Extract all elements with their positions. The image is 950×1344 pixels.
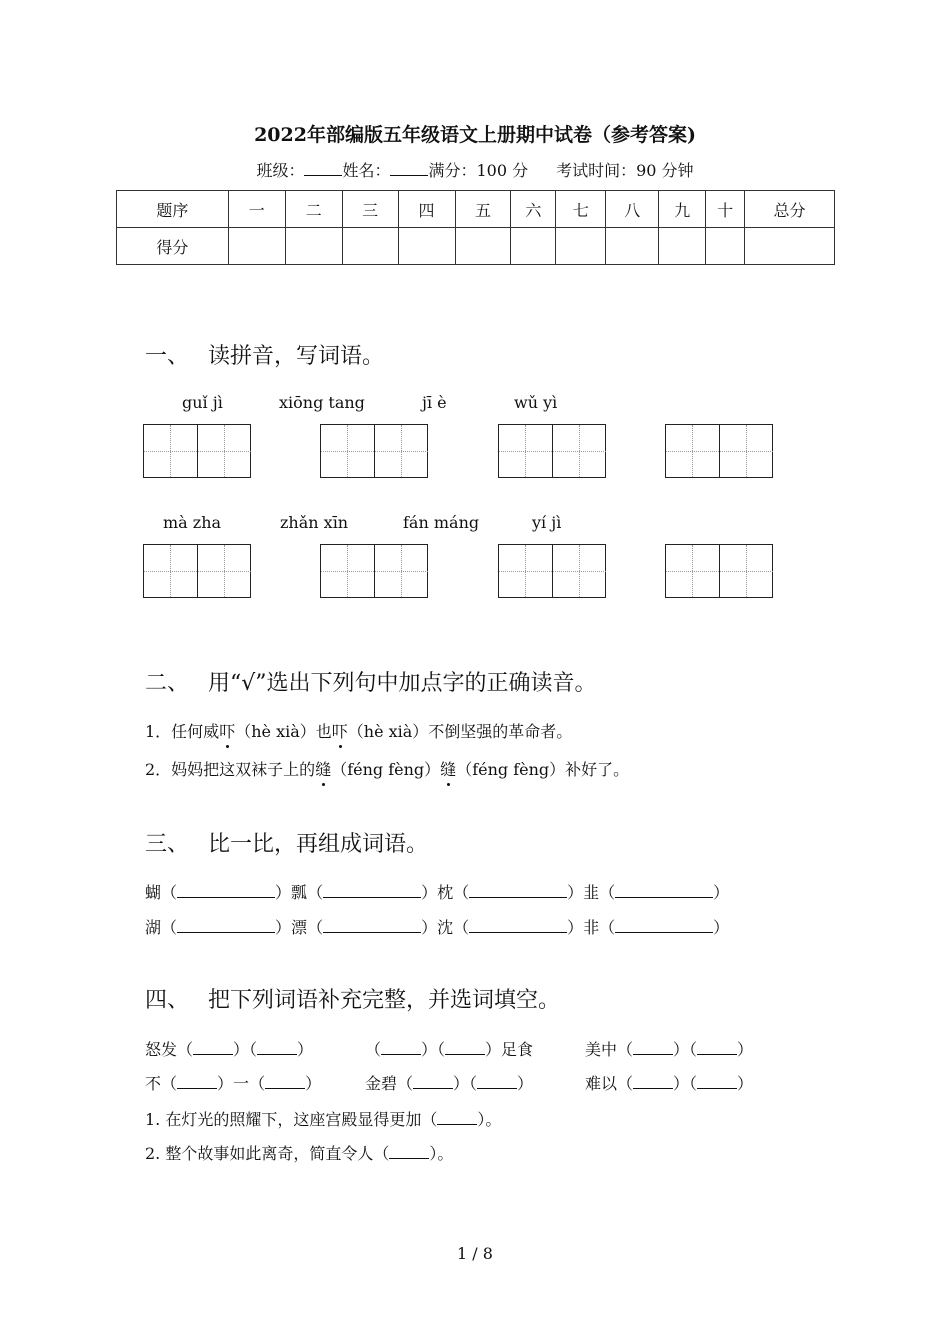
idiom-item: 美中（ ）（ ） <box>585 1040 754 1059</box>
page-number: 1 / 8 <box>457 1244 493 1263</box>
writing-box[interactable] <box>320 544 428 598</box>
header-cell: 题序 <box>117 191 229 228</box>
pinyin-options[interactable]: （féng fèng） <box>331 760 441 779</box>
compare-row: 蝴（ ）瓢（ ）枕（ ）韭（ ） <box>145 883 730 902</box>
pinyin-label: wǔ yì <box>514 393 558 412</box>
section-1-heading <box>145 339 384 370</box>
idiom-item: 金碧（ ）（ ） <box>365 1074 534 1093</box>
answer-blank[interactable] <box>469 919 567 933</box>
sentence-text: 2. 整个故事如此离奇，简直令人 <box>145 1144 374 1163</box>
writing-box[interactable] <box>143 544 251 598</box>
pinyin-label: fán máng <box>403 513 480 532</box>
header-cell: 总分 <box>745 191 835 228</box>
time-label: 考试时间：90 分钟 <box>556 161 694 180</box>
idiom-text: 足食 <box>501 1040 534 1059</box>
char: 非 <box>583 918 600 937</box>
answer-blank[interactable] <box>177 919 275 933</box>
idiom-item: 难以（ ）（ ） <box>585 1074 754 1093</box>
section-number: 三、 <box>145 832 190 857</box>
answer-blank[interactable] <box>633 1041 673 1055</box>
question-line <box>145 719 572 742</box>
idiom-item: （ ）（ ）足食 <box>365 1040 534 1059</box>
answer-blank[interactable] <box>615 919 713 933</box>
char: 蝴 <box>145 883 162 902</box>
sentence-text: 1. 在灯光的照耀下，这座宫殿显得更加 <box>145 1110 422 1129</box>
idiom-text: 一 <box>233 1074 250 1093</box>
section-number: 四、 <box>145 988 190 1013</box>
score-cell[interactable] <box>342 228 398 265</box>
answer-blank[interactable] <box>323 884 421 898</box>
writing-box[interactable] <box>498 544 606 598</box>
char: 瓢 <box>291 883 308 902</box>
score-cell[interactable] <box>706 228 745 265</box>
char: 沈 <box>437 918 454 937</box>
section-3-heading <box>145 827 428 858</box>
char: 漂 <box>291 918 308 937</box>
writing-box[interactable] <box>498 424 606 478</box>
section-number: 二、 <box>145 671 190 696</box>
score-cell[interactable] <box>606 228 659 265</box>
dotted-char: 吓 <box>332 719 348 742</box>
name-blank[interactable] <box>390 161 428 176</box>
header-cell: 四 <box>398 191 455 228</box>
header-cell: 六 <box>511 191 556 228</box>
score-cell[interactable] <box>398 228 455 265</box>
writing-box[interactable] <box>665 544 773 598</box>
pinyin-label: yí jì <box>532 513 562 532</box>
section-title: 读拼音，写词语。 <box>208 344 385 369</box>
answer-blank[interactable] <box>413 1075 453 1089</box>
answer-blank[interactable] <box>697 1075 737 1089</box>
dotted-char: 吓 <box>219 719 235 742</box>
score-table <box>116 190 835 265</box>
score-cell[interactable] <box>455 228 511 265</box>
pinyin-label: xiōng tang <box>279 393 365 412</box>
question-text: 1．任何威 <box>145 722 220 741</box>
idiom-text: 不 <box>145 1074 162 1093</box>
idiom-item: 怒发（ ）（ ） <box>145 1040 314 1059</box>
answer-blank[interactable] <box>257 1041 297 1055</box>
exam-info <box>0 158 950 181</box>
section-title: 把下列词语补充完整，并选词填空。 <box>208 988 561 1013</box>
idiom-text: 金碧 <box>365 1074 398 1093</box>
answer-blank[interactable] <box>265 1075 305 1089</box>
section-title: 用“√”选出下列句中加点字的正确读音。 <box>208 671 597 696</box>
idiom-text: 难以 <box>585 1074 618 1093</box>
answer-blank[interactable] <box>193 1041 233 1055</box>
page-title: 2022年部编版五年级语文上册期中试卷（参考答案) <box>254 124 696 146</box>
writing-box[interactable] <box>665 424 773 478</box>
header-cell: 一 <box>228 191 285 228</box>
answer-blank[interactable] <box>615 884 713 898</box>
pinyin-label: zhǎn xīn <box>280 513 349 532</box>
score-table-row <box>117 228 835 265</box>
answer-blank[interactable] <box>445 1041 485 1055</box>
fill-sentence: 1. 在灯光的照耀下，这座宫殿显得更加（ ）。 <box>145 1110 502 1129</box>
score-cell[interactable] <box>228 228 285 265</box>
name-label: 姓名： <box>342 161 391 180</box>
sentence-end: 。 <box>485 1110 502 1129</box>
header-cell: 二 <box>285 191 342 228</box>
answer-blank[interactable] <box>469 884 567 898</box>
header-cell: 十 <box>706 191 745 228</box>
answer-blank[interactable] <box>177 884 275 898</box>
answer-blank[interactable] <box>323 919 421 933</box>
header-cell: 五 <box>455 191 511 228</box>
dotted-char: 缝 <box>440 757 456 780</box>
header-cell: 七 <box>556 191 606 228</box>
pinyin-label: jī è <box>422 393 447 412</box>
class-blank[interactable] <box>304 161 342 176</box>
answer-blank[interactable] <box>389 1145 429 1159</box>
header-cell: 九 <box>659 191 706 228</box>
section-4-heading <box>145 983 560 1014</box>
compare-row: 湖（ ）漂（ ）沈（ ）非（ ） <box>145 918 730 937</box>
writing-box[interactable] <box>320 424 428 478</box>
answer-blank[interactable] <box>437 1111 477 1125</box>
score-cell[interactable] <box>511 228 556 265</box>
idiom-item: 不（ ）一（ ） <box>145 1074 322 1093</box>
pinyin-options[interactable]: （hè xià）也 <box>235 722 332 741</box>
score-label: 满分：100 分 <box>428 161 529 180</box>
class-label: 班级： <box>256 161 305 180</box>
section-title: 比一比，再组成词语。 <box>208 832 429 857</box>
answer-blank[interactable] <box>697 1041 737 1055</box>
fill-sentence: 2. 整个故事如此离奇，简直令人（ ）。 <box>145 1144 454 1163</box>
section-2-heading <box>145 666 597 697</box>
question-text: 2．妈妈把这双袜子上的 <box>145 760 316 779</box>
char: 枕 <box>437 883 454 902</box>
pinyin-label: mà zha <box>163 513 222 532</box>
pinyin-options[interactable]: （hè xià）不倒坚强的革命者。 <box>347 722 573 741</box>
section-number: 一、 <box>145 344 190 369</box>
header-cell: 八 <box>606 191 659 228</box>
writing-box[interactable] <box>143 424 251 478</box>
answer-blank[interactable] <box>477 1075 517 1089</box>
char: 湖 <box>145 918 162 937</box>
row-label: 得分 <box>117 228 229 265</box>
answer-blank[interactable] <box>633 1075 673 1089</box>
question-line <box>145 757 629 780</box>
pinyin-label: guǐ jì <box>182 393 223 412</box>
char: 韭 <box>583 883 600 902</box>
header-cell: 三 <box>342 191 398 228</box>
score-table-header <box>117 191 835 228</box>
score-cell[interactable] <box>745 228 835 265</box>
answer-blank[interactable] <box>177 1075 217 1089</box>
dotted-char: 缝 <box>315 757 331 780</box>
sentence-end: 。 <box>437 1144 454 1163</box>
score-cell[interactable] <box>285 228 342 265</box>
idiom-text: 美中 <box>585 1040 618 1059</box>
score-cell[interactable] <box>556 228 606 265</box>
idiom-text: 怒发 <box>145 1040 178 1059</box>
score-cell[interactable] <box>659 228 706 265</box>
pinyin-options[interactable]: （féng fèng）补好了。 <box>456 760 630 779</box>
answer-blank[interactable] <box>381 1041 421 1055</box>
